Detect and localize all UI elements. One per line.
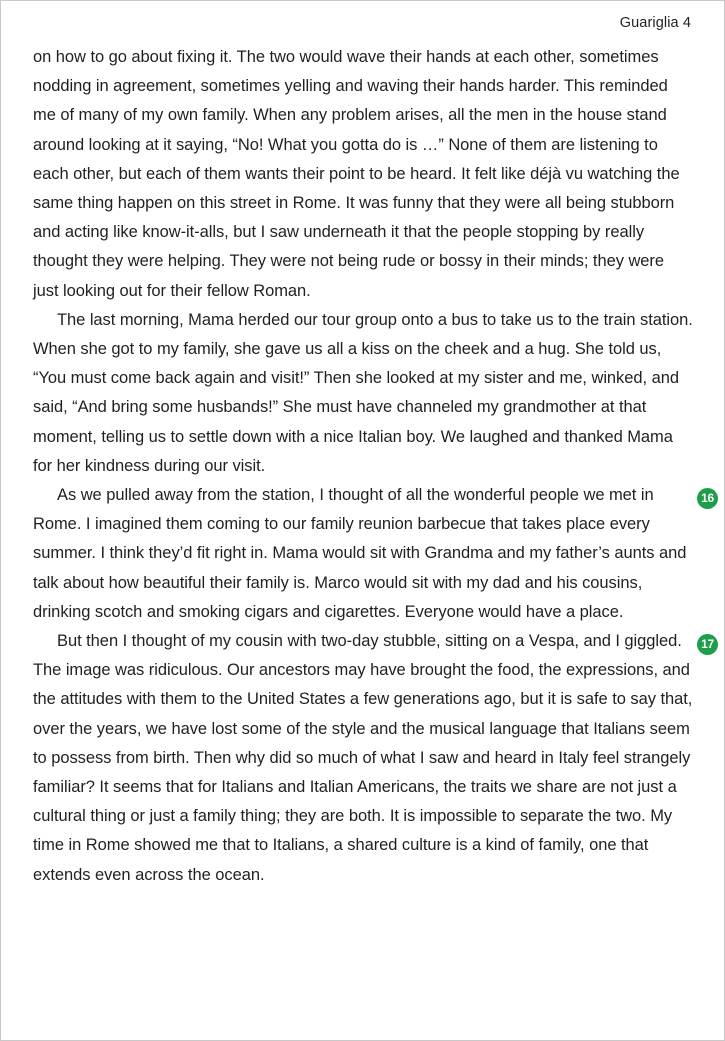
running-head: Guariglia 4 bbox=[619, 15, 691, 31]
paragraph-3: As we pulled away from the station, I thought of all the wonderful people we met in Rome. I imagined them coming to our family reunion barbecue that takes place every summer. I think they’d fit right in. Mama would sit with Grandma and my father’s aunts and talk about how beautiful their family is. Marco would sit with my dad and his cousins, drinking scotch and smoking cigars and cigarettes. Everyone would have a place. bbox=[33, 486, 687, 621]
annotation-marker-17[interactable]: 17 bbox=[697, 634, 718, 655]
paragraph-block bbox=[33, 481, 714, 627]
annotation-marker-16[interactable]: 16 bbox=[697, 488, 718, 509]
paragraph-2: The last morning, Mama herded our tour group onto a bus to take us to the train station. When she got to my family, she gave us all a kiss on the cheek and a hug. She told us, “You must come back again and visit!” Then she looked at my sister and me, winked, and said, “And bring some husbands!” She must have channeled my grandmother at that moment, telling us to settle down with a nice Italian boy. We laughed and thanked Mama for her kindness during our visit. bbox=[33, 310, 693, 475]
paragraph-4: But then I thought of my cousin with two-day stubble, sitting on a Vespa, and I giggled. The image was ridiculous. Our ancestors may have brought the food, the expressions, and the attitudes with them to the United States a few generations ago, but it is safe to say that, over the years, we have lost some of the style and the musical language that Italians seem to possess from birth. Then why did so much of what I saw and heard in Italy feel strangely familiar? It seems that for Italians and Italian Americans, the traits we share are not just a cultural thing or just a family thing; they are both. It is impossible to separate the two. My time in Rome showed me that to Italians, a shared culture is a kind of family, one that extends even across the ocean. bbox=[33, 632, 693, 884]
paragraph-block bbox=[33, 627, 714, 890]
paragraph-block bbox=[33, 43, 694, 306]
paragraph-block bbox=[33, 306, 694, 481]
paragraph-1: on how to go about fixing it. The two would wave their hands at each other, sometimes nodding in agreement, sometimes yelling and waving their hands harder. This reminded me of many of my own family. When any problem arises, all the men in the house stand around looking at it saying, “No! What you gotta do is …” None of them are listening to each other, but each of them wants their point to be heard. It felt like déjà vu watching the same thing happen on this street in Rome. It was funny that they were all being stubborn and acting like know-it-alls, but I saw underneath it that the people stopping by really thought they were helping. They were not being rude or bossy in their minds; they were just looking out for their fellow Roman. bbox=[33, 48, 680, 300]
essay-body bbox=[33, 43, 714, 890]
